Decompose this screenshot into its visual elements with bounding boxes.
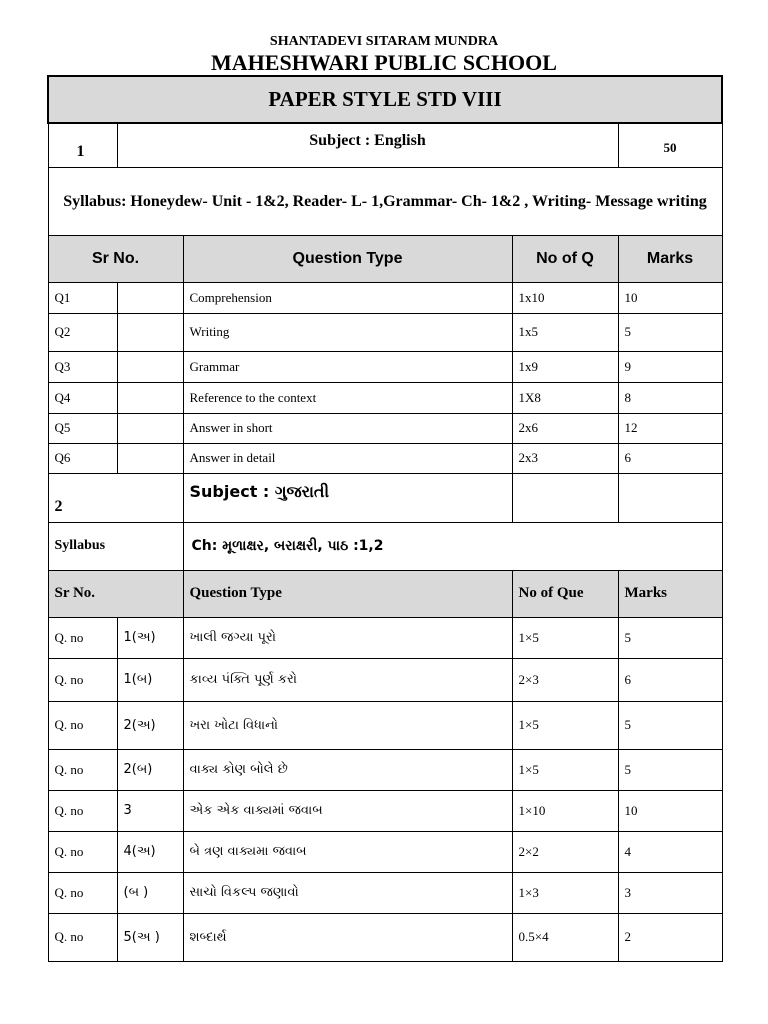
- subject-gujarati: Subject : ગુજરાતી: [183, 473, 512, 522]
- table-row: [48, 872, 722, 913]
- syllabus-gujarati: Ch: મૂળાક્ષર, બરાક્ષરી, પાઠ :1,2: [183, 522, 722, 570]
- question-marks: 8: [618, 382, 722, 413]
- sub-question: 5(અ ): [117, 913, 183, 961]
- question-count: 1x9: [512, 351, 618, 382]
- question-marks: 4: [618, 831, 722, 872]
- question-number: Q. no: [48, 749, 117, 790]
- question-number: Q6: [48, 443, 117, 473]
- question-number: Q. no: [48, 831, 117, 872]
- question-number: Q. no: [48, 701, 117, 749]
- paper-title: PAPER STYLE STD VIII: [48, 76, 722, 123]
- col-header-no-of-q: No of Q: [512, 235, 618, 282]
- question-count: 1x5: [512, 313, 618, 351]
- table-row: [48, 913, 722, 961]
- syllabus-label-gujarati: Syllabus: [48, 522, 183, 570]
- sub-question: 3: [117, 790, 183, 831]
- question-count: 2×2: [512, 831, 618, 872]
- table-row: [48, 749, 722, 790]
- question-marks: 10: [618, 282, 722, 313]
- question-count: 1×3: [512, 872, 618, 913]
- question-number: Q2: [48, 313, 117, 351]
- question-number: Q3: [48, 351, 117, 382]
- col-header-no-of-que: No of Que: [512, 570, 618, 617]
- sub-question: 4(અ): [117, 831, 183, 872]
- question-count: 1X8: [512, 382, 618, 413]
- sub-question: [117, 282, 183, 313]
- col-header-sr-no: Sr No.: [48, 570, 183, 617]
- question-marks: 2: [618, 913, 722, 961]
- question-marks: 10: [618, 790, 722, 831]
- question-marks: 6: [618, 658, 722, 701]
- table-row: [48, 831, 722, 872]
- empty-cell: [512, 473, 618, 522]
- question-marks: 5: [618, 313, 722, 351]
- question-number: Q. no: [48, 913, 117, 961]
- sub-question: 2(અ): [117, 701, 183, 749]
- question-count: 1x10: [512, 282, 618, 313]
- question-number: Q. no: [48, 790, 117, 831]
- sub-question: 1(અ): [117, 617, 183, 658]
- col-header-marks: Marks: [618, 235, 722, 282]
- question-count: 2x3: [512, 443, 618, 473]
- table-row: [48, 351, 722, 382]
- sub-question: (બ ): [117, 872, 183, 913]
- table-row: [48, 443, 722, 473]
- question-type: એક એક વાક્યમાં જવાબ: [183, 790, 512, 831]
- question-marks: 5: [618, 749, 722, 790]
- sub-question: [117, 382, 183, 413]
- question-count: 1×5: [512, 701, 618, 749]
- question-marks: 9: [618, 351, 722, 382]
- section-number-english: 1: [48, 123, 117, 167]
- table-row: [48, 382, 722, 413]
- question-type: Reference to the context: [183, 382, 512, 413]
- question-type: Answer in short: [183, 413, 512, 443]
- table-row: [48, 658, 722, 701]
- question-marks: 5: [618, 701, 722, 749]
- empty-cell: [618, 473, 722, 522]
- question-type: Comprehension: [183, 282, 512, 313]
- col-header-sr-no: Sr No.: [48, 235, 183, 282]
- sub-question: [117, 351, 183, 382]
- question-number: Q. no: [48, 658, 117, 701]
- question-number: Q1: [48, 282, 117, 313]
- school-trust-name: SHANTADEVI SITARAM MUNDRA: [269, 34, 499, 49]
- question-type: કાવ્ય પંક્તિ પૂર્ણ કરો: [183, 658, 512, 701]
- question-type: ખરા ખોટા વિધાનો: [183, 701, 512, 749]
- col-header-question-type: Question Type: [183, 235, 512, 282]
- table-row: [48, 413, 722, 443]
- sub-question: 1(બ): [117, 658, 183, 701]
- table-row: [48, 313, 722, 351]
- question-type: Writing: [183, 313, 512, 351]
- question-marks: 6: [618, 443, 722, 473]
- sub-question: [117, 413, 183, 443]
- col-header-question-type: Question Type: [183, 570, 512, 617]
- question-count: 1×5: [512, 617, 618, 658]
- question-number: Q. no: [48, 872, 117, 913]
- table-row: [48, 701, 722, 749]
- question-count: 2×3: [512, 658, 618, 701]
- sub-question: 2(બ): [117, 749, 183, 790]
- question-count: 0.5×4: [512, 913, 618, 961]
- paper-style-table: [47, 75, 723, 962]
- col-header-marks: Marks: [618, 570, 722, 617]
- total-marks: 50: [618, 123, 722, 167]
- question-number: Q4: [48, 382, 117, 413]
- question-type: શબ્દાર્થ: [183, 913, 512, 961]
- section-number-gujarati: 2: [48, 473, 183, 522]
- sub-question: [117, 443, 183, 473]
- question-marks: 12: [618, 413, 722, 443]
- question-marks: 5: [618, 617, 722, 658]
- table-row: [48, 790, 722, 831]
- table-row: [48, 282, 722, 313]
- table-row: [48, 617, 722, 658]
- question-count: 1×5: [512, 749, 618, 790]
- question-type: ખાલી જગ્યા પૂરો: [183, 617, 512, 658]
- sub-question: [117, 313, 183, 351]
- question-type: બે ત્રણ વાક્યમા જવાબ: [183, 831, 512, 872]
- question-type: Grammar: [183, 351, 512, 382]
- question-type: સાચો વિકલ્પ જણાવો: [183, 872, 512, 913]
- subject-english: Subject : English: [117, 123, 618, 167]
- question-type: વાક્ય કોણ બોલે છે: [183, 749, 512, 790]
- syllabus-english: Syllabus: Honeydew- Unit - 1&2, Reader- L- 1,Grammar- Ch- 1&2 , Writing- Message writing: [48, 167, 722, 235]
- question-count: 1×10: [512, 790, 618, 831]
- question-type: Answer in detail: [183, 443, 512, 473]
- question-number: Q. no: [48, 617, 117, 658]
- question-count: 2x6: [512, 413, 618, 443]
- question-marks: 3: [618, 872, 722, 913]
- school-name: MAHESHWARI PUBLIC SCHOOL: [211, 50, 557, 75]
- question-number: Q5: [48, 413, 117, 443]
